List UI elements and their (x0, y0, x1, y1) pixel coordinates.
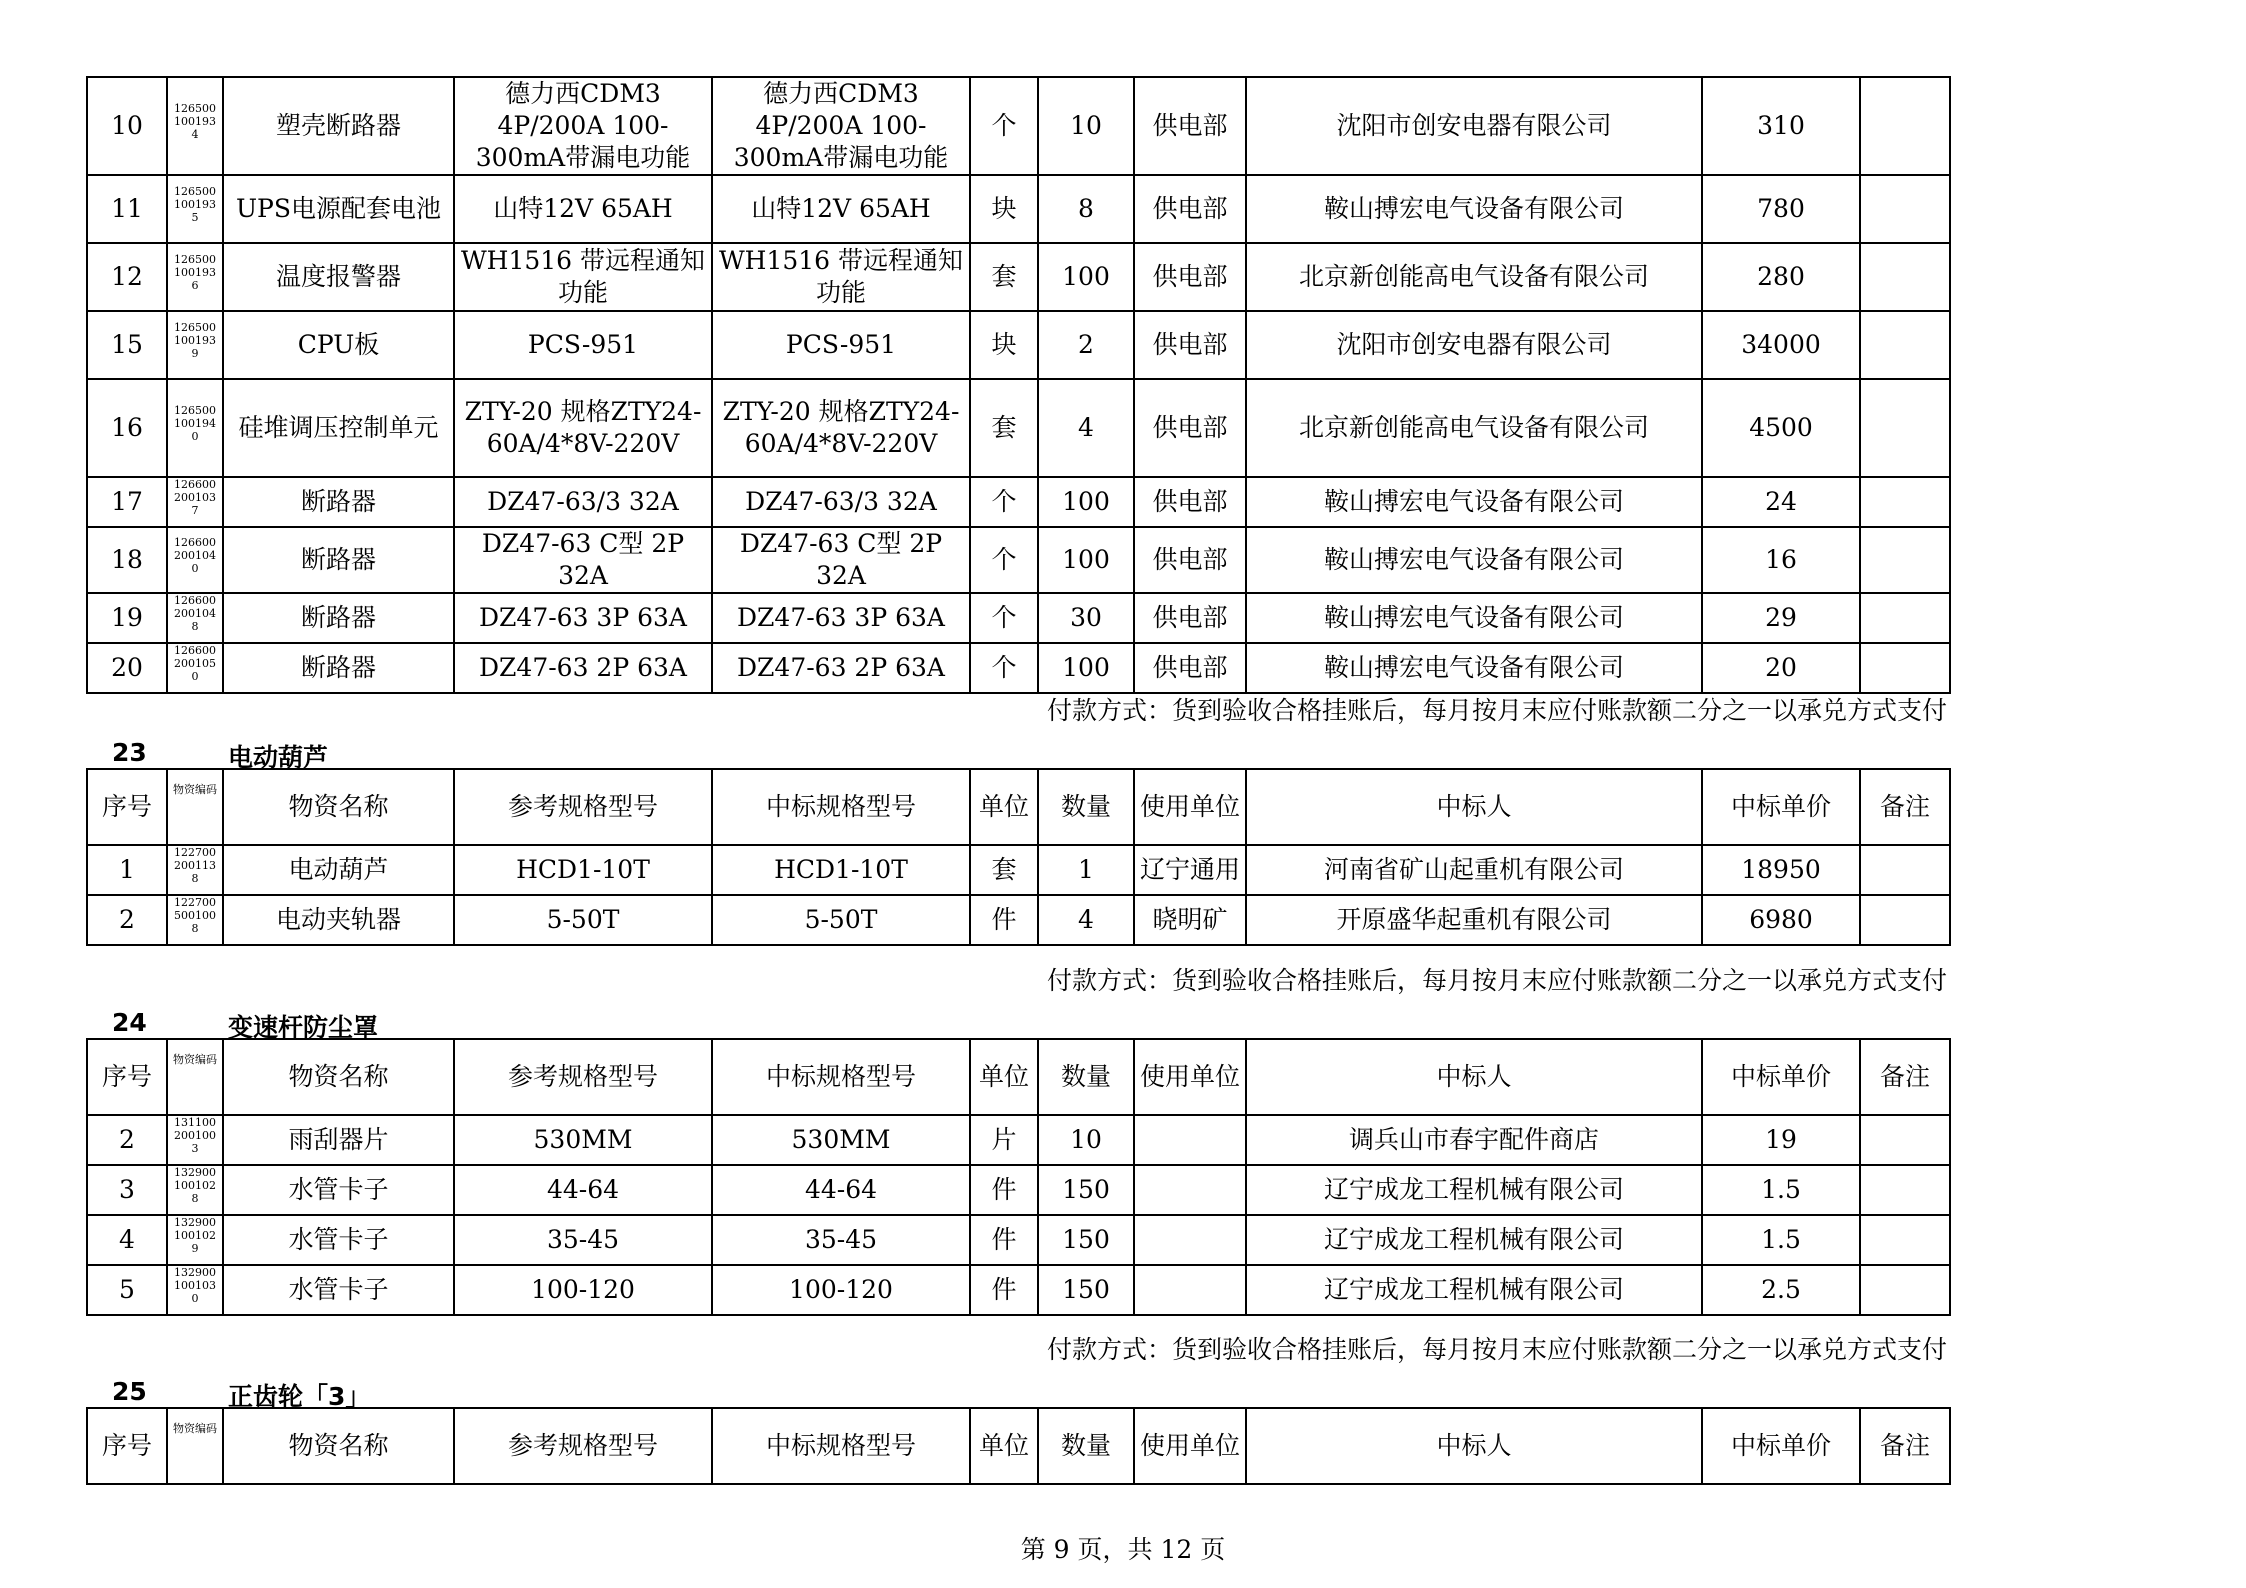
header-user: 使用单位 (1134, 1408, 1246, 1484)
cell-unit: 个 (970, 477, 1038, 527)
table-row (87, 1165, 1950, 1215)
cell-winner: 辽宁成龙工程机械有限公司 (1246, 1215, 1702, 1265)
cell-code: 126600 200104 0 (167, 527, 223, 593)
header-name: 物资名称 (223, 1039, 454, 1115)
cell-ref-spec: DZ47-63 2P 63A (454, 643, 712, 693)
cell-unit: 套 (970, 379, 1038, 477)
cell-win-spec: 山特12V 65AH (712, 175, 970, 243)
cell-code: 126600 200103 7 (167, 477, 223, 527)
cell-no: 17 (87, 477, 167, 527)
cell-qty: 4 (1038, 895, 1134, 945)
cell-user (1134, 1115, 1246, 1165)
cell-win-spec: DZ47-63 C型 2P 32A (712, 527, 970, 593)
cell-ref-spec: 山特12V 65AH (454, 175, 712, 243)
cell-user (1134, 1165, 1246, 1215)
cell-qty: 30 (1038, 593, 1134, 643)
payment-note-23: 付款方式：货到验收合格挂账后，每月按月末应付账款额二分之一以承兑方式支付 (1047, 696, 1948, 725)
cell-winner: 鞍山搏宏电气设备有限公司 (1246, 477, 1702, 527)
cell-winner: 鞍山搏宏电气设备有限公司 (1246, 643, 1702, 693)
table-row (87, 175, 1950, 243)
cell-qty: 100 (1038, 527, 1134, 593)
header-remark: 备注 (1860, 1039, 1950, 1115)
cell-no: 18 (87, 527, 167, 593)
cell-win-spec: WH1516 带远程通知功能 (712, 243, 970, 311)
cell-price: 18950 (1702, 845, 1860, 895)
header-code: 物资编码 (167, 1039, 223, 1115)
header-win-spec: 中标规格型号 (712, 769, 970, 845)
cell-unit: 件 (970, 1215, 1038, 1265)
cell-ref-spec: 530MM (454, 1115, 712, 1165)
header-winner: 中标人 (1246, 1039, 1702, 1115)
cell-no: 2 (87, 1115, 167, 1165)
cell-qty: 4 (1038, 379, 1134, 477)
cell-remark (1860, 895, 1950, 945)
section-24-table (86, 1038, 1951, 1316)
cell-code: 126500 100193 4 (167, 77, 223, 175)
cell-unit: 件 (970, 1165, 1038, 1215)
header-win-spec: 中标规格型号 (712, 1408, 970, 1484)
cell-remark (1860, 643, 1950, 693)
cell-unit: 片 (970, 1115, 1038, 1165)
payment-note-24: 付款方式：货到验收合格挂账后，每月按月末应付账款额二分之一以承兑方式支付 (1047, 966, 1948, 995)
cell-winner: 鞍山搏宏电气设备有限公司 (1246, 527, 1702, 593)
cell-unit: 个 (970, 527, 1038, 593)
cell-name: 断路器 (223, 643, 454, 693)
header-qty: 数量 (1038, 769, 1134, 845)
cell-ref-spec: PCS-951 (454, 311, 712, 379)
cell-ref-spec: 44-64 (454, 1165, 712, 1215)
cell-no: 15 (87, 311, 167, 379)
cell-no: 2 (87, 895, 167, 945)
cell-winner: 辽宁成龙工程机械有限公司 (1246, 1165, 1702, 1215)
cell-ref-spec: DZ47-63 C型 2P 32A (454, 527, 712, 593)
header-winner: 中标人 (1246, 1408, 1702, 1484)
section-title-24: 变速杆防尘罩 (228, 1013, 379, 1042)
cell-qty: 100 (1038, 243, 1134, 311)
cell-unit: 个 (970, 593, 1038, 643)
cell-win-spec: 5-50T (712, 895, 970, 945)
header-ref-spec: 参考规格型号 (454, 769, 712, 845)
table-row (87, 379, 1950, 477)
cell-no: 19 (87, 593, 167, 643)
table-row (87, 1265, 1950, 1315)
cell-ref-spec: 5-50T (454, 895, 712, 945)
cell-user (1134, 1265, 1246, 1315)
header-price: 中标单价 (1702, 769, 1860, 845)
cell-name: 雨刮器片 (223, 1115, 454, 1165)
header-row (87, 1408, 1950, 1484)
cell-price: 1.5 (1702, 1165, 1860, 1215)
cell-code: 126500 100193 9 (167, 311, 223, 379)
cell-qty: 150 (1038, 1215, 1134, 1265)
table-row (87, 895, 1950, 945)
cell-code: 131100 200100 3 (167, 1115, 223, 1165)
cell-code: 122700 500100 8 (167, 895, 223, 945)
cell-code: 126500 100194 0 (167, 379, 223, 477)
cell-qty: 150 (1038, 1165, 1134, 1215)
cell-remark (1860, 593, 1950, 643)
cell-name: UPS电源配套电池 (223, 175, 454, 243)
cell-qty: 10 (1038, 77, 1134, 175)
cell-price: 16 (1702, 527, 1860, 593)
cell-price: 34000 (1702, 311, 1860, 379)
cell-code: 132900 100102 9 (167, 1215, 223, 1265)
cell-winner: 河南省矿山起重机有限公司 (1246, 845, 1702, 895)
cell-code: 126500 100193 6 (167, 243, 223, 311)
cell-name: 断路器 (223, 593, 454, 643)
cell-name: 电动葫芦 (223, 845, 454, 895)
cell-price: 2.5 (1702, 1265, 1860, 1315)
header-row (87, 1039, 1950, 1115)
cell-user: 辽宁通用 (1134, 845, 1246, 895)
cell-name: 水管卡子 (223, 1265, 454, 1315)
page-footer: 第 9 页，共 12 页 (1020, 1535, 1226, 1564)
header-ref-spec: 参考规格型号 (454, 1408, 712, 1484)
cell-qty: 2 (1038, 311, 1134, 379)
cell-ref-spec: ZTY-20 规格ZTY24-60A/4*8V-220V (454, 379, 712, 477)
cell-ref-spec: DZ47-63 3P 63A (454, 593, 712, 643)
cell-unit: 套 (970, 845, 1038, 895)
cell-winner: 北京新创能高电气设备有限公司 (1246, 379, 1702, 477)
table-row (87, 477, 1950, 527)
cell-no: 3 (87, 1165, 167, 1215)
cell-unit: 套 (970, 243, 1038, 311)
cell-name: 水管卡子 (223, 1215, 454, 1265)
header-name: 物资名称 (223, 769, 454, 845)
cell-winner: 沈阳市创安电器有限公司 (1246, 311, 1702, 379)
cell-winner: 鞍山搏宏电气设备有限公司 (1246, 593, 1702, 643)
cell-name: 电动夹轨器 (223, 895, 454, 945)
cell-win-spec: 530MM (712, 1115, 970, 1165)
table-row (87, 1215, 1950, 1265)
cell-user: 晓明矿 (1134, 895, 1246, 945)
cell-win-spec: 100-120 (712, 1265, 970, 1315)
table-row (87, 1115, 1950, 1165)
section-title-25: 正齿轮「3」 (228, 1382, 371, 1411)
cell-no: 4 (87, 1215, 167, 1265)
cell-qty: 150 (1038, 1265, 1134, 1315)
header-name: 物资名称 (223, 1408, 454, 1484)
cell-unit: 块 (970, 175, 1038, 243)
cell-winner: 沈阳市创安电器有限公司 (1246, 77, 1702, 175)
header-price: 中标单价 (1702, 1039, 1860, 1115)
cell-qty: 1 (1038, 845, 1134, 895)
cell-name: 塑壳断路器 (223, 77, 454, 175)
cell-win-spec: DZ47-63/3 32A (712, 477, 970, 527)
section-number-25: 25 (112, 1377, 147, 1406)
cell-win-spec: 35-45 (712, 1215, 970, 1265)
header-no: 序号 (87, 1408, 167, 1484)
cell-remark (1860, 311, 1950, 379)
cell-unit: 件 (970, 895, 1038, 945)
section-number-24: 24 (112, 1008, 147, 1037)
cell-name: 断路器 (223, 477, 454, 527)
cell-win-spec: PCS-951 (712, 311, 970, 379)
header-price: 中标单价 (1702, 1408, 1860, 1484)
cell-remark (1860, 845, 1950, 895)
cell-name: 水管卡子 (223, 1165, 454, 1215)
cell-remark (1860, 1215, 1950, 1265)
cell-remark (1860, 77, 1950, 175)
cell-unit: 块 (970, 311, 1038, 379)
cell-code: 126500 100193 5 (167, 175, 223, 243)
cell-ref-spec: HCD1-10T (454, 845, 712, 895)
cell-no: 10 (87, 77, 167, 175)
cell-user: 供电部 (1134, 379, 1246, 477)
cell-winner: 鞍山搏宏电气设备有限公司 (1246, 175, 1702, 243)
cell-win-spec: DZ47-63 3P 63A (712, 593, 970, 643)
cell-ref-spec: DZ47-63/3 32A (454, 477, 712, 527)
header-winner: 中标人 (1246, 769, 1702, 845)
cell-code: 122700 200113 8 (167, 845, 223, 895)
cell-remark (1860, 175, 1950, 243)
header-code: 物资编码 (167, 1408, 223, 1484)
cell-no: 12 (87, 243, 167, 311)
cell-user: 供电部 (1134, 243, 1246, 311)
cell-ref-spec: 100-120 (454, 1265, 712, 1315)
cell-user: 供电部 (1134, 477, 1246, 527)
cell-remark (1860, 379, 1950, 477)
cell-remark (1860, 1165, 1950, 1215)
cell-name: 断路器 (223, 527, 454, 593)
cell-price: 310 (1702, 77, 1860, 175)
table-row (87, 243, 1950, 311)
header-user: 使用单位 (1134, 769, 1246, 845)
header-code: 物资编码 (167, 769, 223, 845)
cell-code: 126600 200104 8 (167, 593, 223, 643)
cell-qty: 8 (1038, 175, 1134, 243)
cell-user: 供电部 (1134, 593, 1246, 643)
table-row (87, 311, 1950, 379)
cell-winner: 辽宁成龙工程机械有限公司 (1246, 1265, 1702, 1315)
payment-note-25: 付款方式：货到验收合格挂账后，每月按月末应付账款额二分之一以承兑方式支付 (1047, 1335, 1948, 1364)
cell-no: 11 (87, 175, 167, 243)
header-qty: 数量 (1038, 1408, 1134, 1484)
cell-price: 780 (1702, 175, 1860, 243)
cell-qty: 100 (1038, 643, 1134, 693)
cell-name: CPU板 (223, 311, 454, 379)
cell-qty: 10 (1038, 1115, 1134, 1165)
header-user: 使用单位 (1134, 1039, 1246, 1115)
header-unit: 单位 (970, 769, 1038, 845)
cell-user (1134, 1215, 1246, 1265)
cell-remark (1860, 477, 1950, 527)
table-row (87, 593, 1950, 643)
header-unit: 单位 (970, 1408, 1038, 1484)
cell-user: 供电部 (1134, 527, 1246, 593)
cell-remark (1860, 527, 1950, 593)
section-23-table (86, 768, 1951, 946)
cell-win-spec: 德力西CDM3 4P/200A 100-300mA带漏电功能 (712, 77, 970, 175)
cell-ref-spec: 德力西CDM3 4P/200A 100-300mA带漏电功能 (454, 77, 712, 175)
table-row (87, 643, 1950, 693)
header-remark: 备注 (1860, 769, 1950, 845)
cell-remark (1860, 1115, 1950, 1165)
cell-price: 4500 (1702, 379, 1860, 477)
cell-name: 硅堆调压控制单元 (223, 379, 454, 477)
cell-user: 供电部 (1134, 77, 1246, 175)
top-table (86, 76, 1951, 694)
section-title-23: 电动葫芦 (228, 743, 329, 772)
cell-no: 1 (87, 845, 167, 895)
cell-unit: 个 (970, 643, 1038, 693)
table-row (87, 845, 1950, 895)
section-25-table (86, 1407, 1951, 1485)
cell-remark (1860, 1265, 1950, 1315)
header-remark: 备注 (1860, 1408, 1950, 1484)
cell-user: 供电部 (1134, 643, 1246, 693)
cell-no: 16 (87, 379, 167, 477)
cell-price: 29 (1702, 593, 1860, 643)
cell-name: 温度报警器 (223, 243, 454, 311)
cell-code: 132900 100102 8 (167, 1165, 223, 1215)
cell-winner: 北京新创能高电气设备有限公司 (1246, 243, 1702, 311)
cell-no: 20 (87, 643, 167, 693)
table-row (87, 527, 1950, 593)
cell-remark (1860, 243, 1950, 311)
cell-win-spec: ZTY-20 规格ZTY24-60A/4*8V-220V (712, 379, 970, 477)
cell-win-spec: DZ47-63 2P 63A (712, 643, 970, 693)
cell-user: 供电部 (1134, 175, 1246, 243)
cell-winner: 开原盛华起重机有限公司 (1246, 895, 1702, 945)
header-unit: 单位 (970, 1039, 1038, 1115)
cell-price: 6980 (1702, 895, 1860, 945)
cell-price: 24 (1702, 477, 1860, 527)
cell-qty: 100 (1038, 477, 1134, 527)
header-row (87, 769, 1950, 845)
cell-user: 供电部 (1134, 311, 1246, 379)
header-ref-spec: 参考规格型号 (454, 1039, 712, 1115)
cell-code: 132900 100103 0 (167, 1265, 223, 1315)
header-no: 序号 (87, 1039, 167, 1115)
cell-win-spec: 44-64 (712, 1165, 970, 1215)
cell-unit: 件 (970, 1265, 1038, 1315)
table-row (87, 77, 1950, 175)
header-no: 序号 (87, 769, 167, 845)
cell-win-spec: HCD1-10T (712, 845, 970, 895)
cell-code: 126600 200105 0 (167, 643, 223, 693)
cell-unit: 个 (970, 77, 1038, 175)
cell-price: 19 (1702, 1115, 1860, 1165)
cell-winner: 调兵山市春宇配件商店 (1246, 1115, 1702, 1165)
section-number-23: 23 (112, 738, 147, 767)
cell-ref-spec: 35-45 (454, 1215, 712, 1265)
cell-price: 1.5 (1702, 1215, 1860, 1265)
header-win-spec: 中标规格型号 (712, 1039, 970, 1115)
cell-price: 280 (1702, 243, 1860, 311)
cell-no: 5 (87, 1265, 167, 1315)
cell-price: 20 (1702, 643, 1860, 693)
cell-ref-spec: WH1516 带远程通知功能 (454, 243, 712, 311)
header-qty: 数量 (1038, 1039, 1134, 1115)
